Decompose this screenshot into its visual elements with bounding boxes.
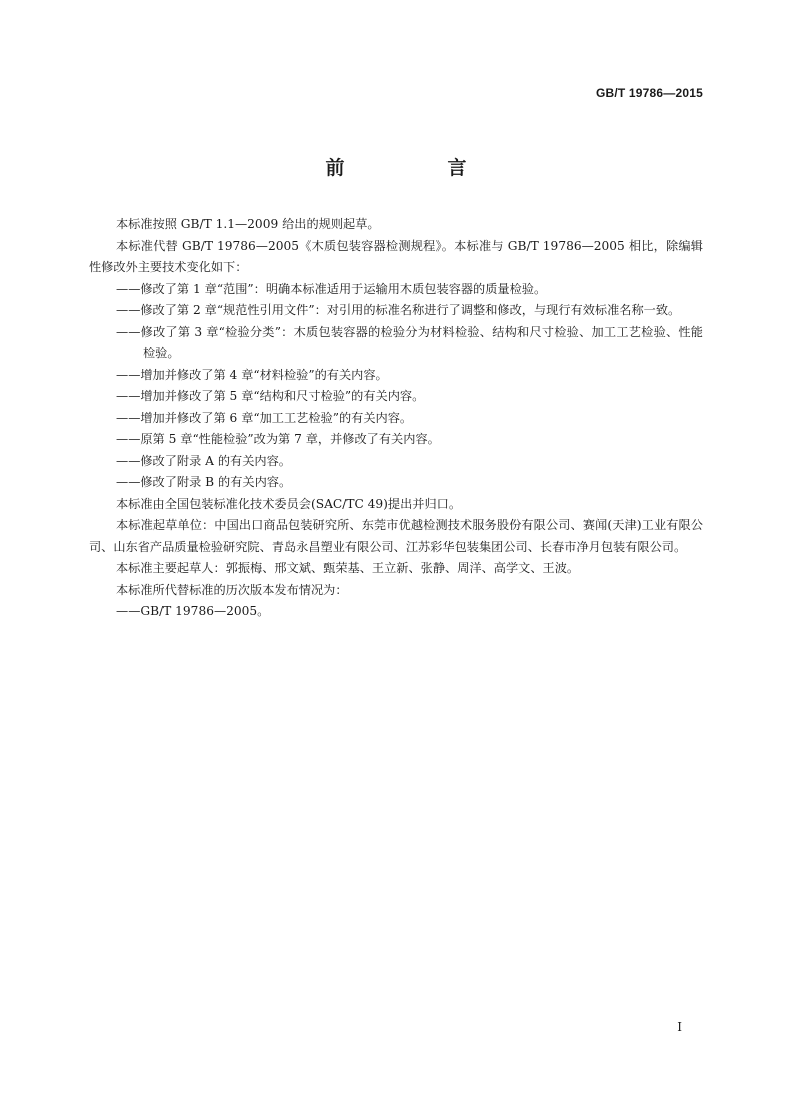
history-intro-paragraph: 本标准所代替标准的历次版本发布情况为：	[116, 582, 348, 597]
change-item: ——增加并修改了第 5 章“结构和尺寸检验”的有关内容。	[116, 389, 425, 403]
change-item: ——增加并修改了第 6 章“加工工艺检验”的有关内容。	[116, 410, 413, 425]
change-item: ——修改了附录 B 的有关内容。	[116, 475, 292, 489]
change-item: ——增加并修改了第 4 章“材料检验”的有关内容。	[116, 367, 388, 382]
history-item: ——GB/T 19786—2005。	[116, 604, 270, 618]
change-item: ——修改了第 2 章“规范性引用文件”：对引用的标准名称进行了调整和修改，与现行有效标准名称一致。	[116, 303, 681, 317]
replacement-paragraph: 本标准代替 GB/T 19786—2005《木质包装容器检测规程》。本标准与 GB/T 19786—2005 相比，除编辑性修改外主要技术变化如下：	[89, 238, 703, 274]
page-number: I	[677, 1020, 682, 1034]
change-item: ——原第 5 章“性能检验”改为第 7 章，并修改了有关内容。	[116, 432, 440, 446]
committee-paragraph: 本标准由全国包装标准化技术委员会(SAC/TC 49)提出并归口。	[116, 496, 462, 511]
document-body	[89, 214, 703, 623]
standard-code: GB/T 19786—2015	[595, 86, 703, 100]
drafting-units-paragraph: 本标准起草单位：中国出口商品包装研究所、东莞市优越检测技术服务股份有限公司、赛闻(天津)工业有限公司、山东省产品质量检验研究院、青岛永昌塑业有限公司、江苏彩华包装集团公司、长春市净月包装有限公司。	[89, 518, 703, 554]
change-item: ——修改了第 1 章“范围”：明确本标准适用于运输用木质包装容器的质量检验。	[116, 281, 547, 296]
change-item: ——修改了第 3 章“检验分类”：木质包装容器的检验分为材料检验、结构和尺寸检验、加工工艺检验、性能检验。	[116, 324, 703, 360]
change-item: ——修改了附录 A 的有关内容。	[116, 453, 291, 468]
drafters-paragraph: 本标准主要起草人：郭振梅、邢文斌、甄荣基、王立新、张静、周洋、高学文、王波。	[116, 561, 580, 575]
drafting-rules-paragraph: 本标准按照 GB/T 1.1—2009 给出的规则起草。	[116, 217, 380, 231]
page-title: 前 言	[325, 157, 509, 179]
